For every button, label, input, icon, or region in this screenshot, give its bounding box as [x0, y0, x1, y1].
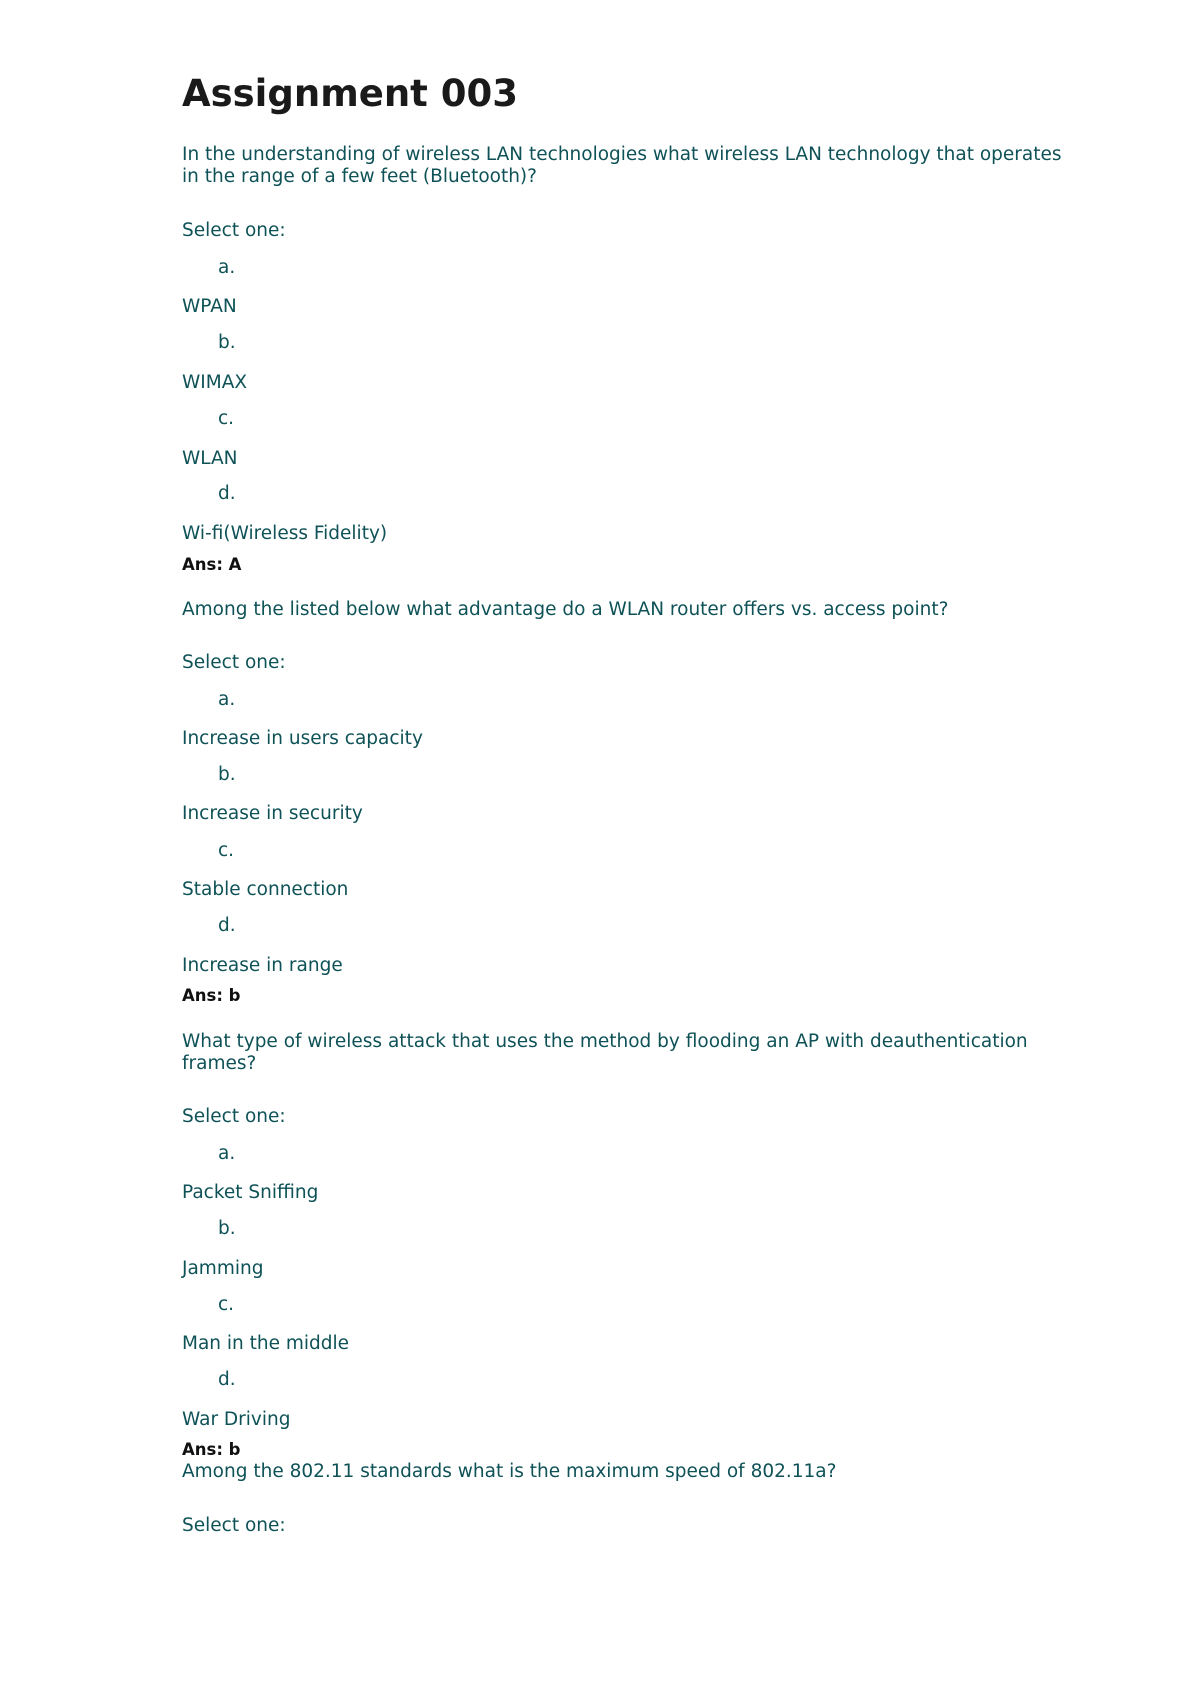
question-2-option-a: Increase in users capacity	[182, 728, 423, 749]
question-1-option-a: WPAN	[182, 296, 237, 317]
question-2-option-d: Increase in range	[182, 955, 343, 976]
question-1-option-a-letter: a.	[218, 257, 236, 278]
question-3-option-d: War Driving	[182, 1409, 291, 1430]
question-1-text: In the understanding of wireless LAN technologies what wireless LAN technology that operates in the range of a few feet (Bluetooth)?	[182, 144, 1062, 187]
question-2-option-a-letter: a.	[218, 689, 236, 710]
question-2-option-b-letter: b.	[218, 764, 236, 785]
question-3-option-b: Jamming	[182, 1258, 264, 1279]
question-1-option-d-letter: d.	[218, 483, 236, 504]
question-3-select-one: Select one:	[182, 1106, 286, 1127]
question-1-option-b-letter: b.	[218, 332, 236, 353]
question-3-option-c-letter: c.	[218, 1294, 235, 1315]
question-3-option-c: Man in the middle	[182, 1333, 350, 1354]
question-2-option-b: Increase in security	[182, 803, 363, 824]
question-2-text: Among the listed below what advantage do a WLAN router offers vs. access point?	[182, 599, 949, 620]
question-3-option-a-letter: a.	[218, 1143, 236, 1164]
question-1-option-c-letter: c.	[218, 408, 235, 429]
question-2-answer: Ans: b	[182, 986, 241, 1005]
question-3-option-b-letter: b.	[218, 1218, 236, 1239]
question-1-option-b: WIMAX	[182, 372, 248, 393]
question-3-option-d-letter: d.	[218, 1369, 236, 1390]
question-2-option-c-letter: c.	[218, 840, 235, 861]
question-4-select-one: Select one:	[182, 1515, 286, 1536]
question-3-text: What type of wireless attack that uses the method by flooding an AP with deauthentication frames?	[182, 1031, 1028, 1074]
question-2-option-d-letter: d.	[218, 915, 236, 936]
question-4-text: Among the 802.11 standards what is the maximum speed of 802.11a?	[182, 1461, 837, 1482]
question-3-answer: Ans: b	[182, 1440, 241, 1459]
question-3-option-a: Packet Sniffing	[182, 1182, 319, 1203]
question-1-answer: Ans: A	[182, 555, 242, 574]
question-2-option-c: Stable connection	[182, 879, 349, 900]
question-1-select-one: Select one:	[182, 220, 286, 241]
question-1-option-d: Wi-fi(Wireless Fidelity)	[182, 523, 388, 544]
question-2-select-one: Select one:	[182, 652, 286, 673]
document-title: Assignment 003	[182, 72, 518, 115]
question-1-option-c: WLAN	[182, 448, 238, 469]
